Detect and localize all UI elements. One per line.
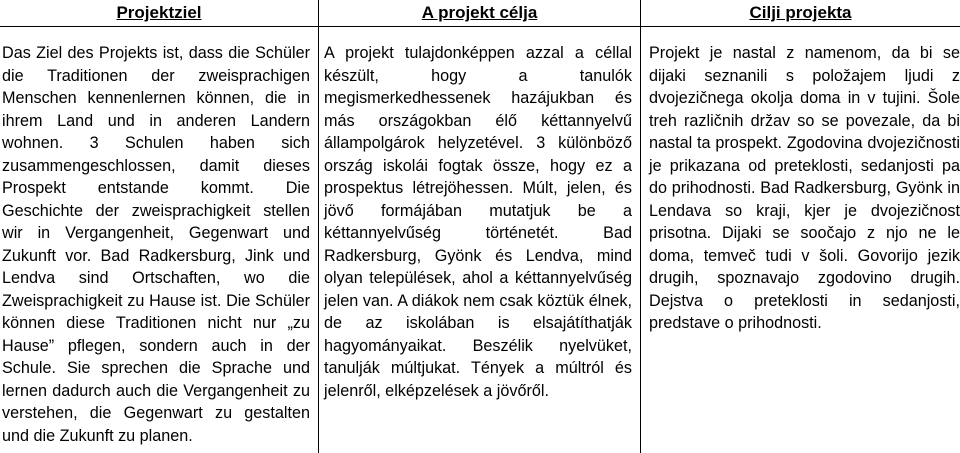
column-body-german [0, 27, 318, 453]
column-body-slovenian [640, 27, 960, 453]
heading-text-german: Projektziel [116, 3, 202, 22]
column-heading-slovenian [640, 0, 960, 27]
heading-text-slovenian: Cilji projekta [749, 3, 852, 22]
body-text-hungarian-part-1: A projekt tulajdonképpen azzal a céllal készült, hogy a tanulók megismerkedhessenek hazájukban és más országokban élő kéttannyelvű állampolgárok helyzetével. [324, 44, 632, 152]
body-text-slovenian: Projekt je nastal z namenom, da bi se dijaki seznanili s položajem ljudi z dvojezičnega okolja doma in v tujini. Šole treh različnih držav so se povezale, da bi nastal ta prospekt. Zgodovina dvojezičnosti je prikazana od preteklosti, sedanjosti pa do prihodnosti. Bad Radkersburg, Gyönk in Lendava so kraji, kjer je dvojezičnost prisotna. Dijaki se soočajo z njo ne le doma, temveč tudi v šoli. Govorijo jezik drugih, spoznavajo zgodovino drugih. Dejstva o preteklosti in sedanjosti, predstave o prihodnosti. [649, 44, 960, 332]
body-text-german-part-1: Das Ziel des Projekts ist, dass die Schüler die Traditionen der zweisprachigen Menschen kennenlernen können, die in ihrem Land und in anderen Landern wohnen. [2, 44, 310, 152]
heading-text-hungarian: A projekt célja [421, 3, 538, 22]
column-heading-hungarian [318, 0, 640, 27]
column-heading-german [0, 0, 318, 27]
column-body-hungarian [318, 27, 640, 453]
body-text-hungarian-part-2: 3 különböző ország iskolái fogtak össze, hogy ez a prospektus létrejöhessen. Múlt, jelen, és jövő formájában mutatjuk be a kéttannyelvűség történetét. Bad Radkersburg, Gyönk és Lendva, mind olyan települések, ahol a kéttannyelvűség jelen van. A diákok nem csak köztük élnek, de az iskolában is elsajátíthatják hagyományaikat. Beszélik nyelvüket, tanulják múltjukat. Tények a múltról és jelenről, elképzelések a jövőről. [324, 134, 632, 400]
body-text-german-part-2: 3 Schulen haben sich zusammengeschlossen, damit dieses Prospekt entstande kommt. Die Geschichte der zweisprachigkeit stellen wir in Vergangenheit, Gegenwart und Zukunft vor. Bad Radkersburg, Jink und Lendva sind Ortschaften, wo die Zweisprachigkeit zu Hause ist. Die Schüler können diese Traditionen nicht nur „zu Hause” pflegen, sondern auch in der Schule. Sie sprechen die Sprache und lernen dadurch auch die Vergangenheit zu verstehen, die Gegenwart zu gestalten und die Zukunft zu planen. [2, 134, 310, 445]
